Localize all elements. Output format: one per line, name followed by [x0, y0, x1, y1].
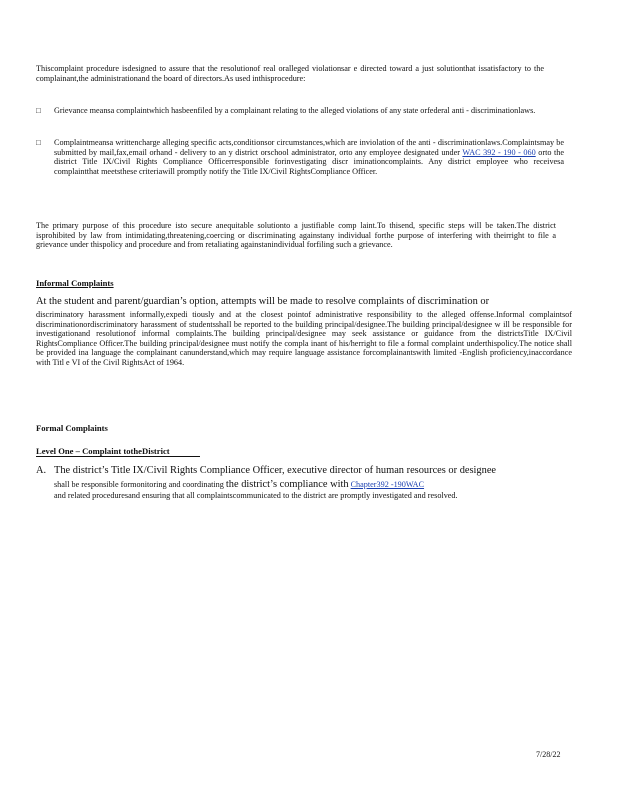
- item-a-rest: and related proceduresand ensuring that all complaintscommunicated to the district are promptly investigated and resolved.: [54, 491, 458, 500]
- intro-paragraph: Thiscomplaint procedure isdesigned to assure that the resolutionof real oralleged violationsar e directed toward a just solutionthat issatisfactory to the complainant,the administrationand the board of directors.As used inthisprocedure:: [36, 64, 544, 83]
- bullet-square-icon: □: [36, 106, 41, 115]
- footer-date: 7/28/22: [536, 750, 561, 759]
- bullet-grievance: Grievance meansa complaintwhich hasbeenfiled by a complainant relating to the alleged violations of any state orfederal anti - discriminationlaws.: [54, 106, 536, 115]
- purpose-paragraph: The primary purpose of this procedure isto secure anequitable solutionto a justifiable comp laint.To thisend, specific steps will be taken.The district isprohibited by law from intimidating,threatening,coercing or discriminating againstany individual forthe purpose of interfering with theirright to file a grievance under thispolicy and procedure and from retaliating againstanindividual forfiling such a grievance.: [36, 221, 556, 250]
- wac-link[interactable]: WAC 392 - 190 - 060: [462, 147, 536, 157]
- level-one-heading: Level One – Complaint totheDistrict: [36, 446, 200, 457]
- item-a-line2-compliance: the district’s compliance with: [225, 479, 349, 490]
- informal-body: discriminatory harassment informally,expedi tiously and at the closest pointof administrative responsibility to the alleged offense.Informal complaintsof discriminationordiscriminatory harassment of studentsshall be reported to the building principal/designee.The building principal/designee w ill be responsible for investigationand resolutionof informal complaints.The building principal/designee may seek assistance or guidance from the districtsTitle IX/Civil RightsCompliance Officer.The building principal/designee must notify the compla inant of his/herright to file a formal complaint underthispolicy.The notice shall be provided ina language the complainant canunderstand,which may require language assistance forcomplainantswith limited -English proficiency,inaccordance with Titl e VI of the Civil RightsAct of 1964.: [36, 310, 572, 367]
- informal-lead-line: At the student and parent/guardian’s option, attempts will be made to resolve complaints of discrimination or: [36, 296, 490, 307]
- complaint-text-before: Complaintmeansa writtencharge alleging specific acts,conditionsor circumstances,which are inviolation of the anti - discriminationlaws.Complaintsmay be submitted by mail,fax,email orhand - delivery to an y district orschool administrator, orto any employee designated under: [54, 138, 564, 157]
- bullet-square-icon: □: [36, 138, 41, 147]
- item-a-lead: The district’s Title IX/Civil Rights Compliance Officer, executive director of human resources or designee: [54, 465, 497, 476]
- complaint-text-after: orto the district Title IX/Civil Rights Compliance Officerresponsible forinvestigating discr iminationcomplaints. Any district employee who receivesa complaintthat meetsthese criteriawill promptly notify the Title IX/Civil RightsCompliance Officer.: [54, 147, 564, 176]
- item-a-line2-start: shall be responsible formonitoring and coordinating: [54, 480, 224, 489]
- formal-complaints-heading: Formal Complaints: [36, 423, 108, 433]
- informal-complaints-heading: Informal Complaints: [36, 278, 114, 288]
- chapter-link[interactable]: Chapter392 -190WAC: [350, 480, 425, 489]
- item-a-marker: A.: [36, 465, 47, 476]
- item-a-line2: [54, 479, 584, 491]
- bullet-complaint: [54, 138, 564, 176]
